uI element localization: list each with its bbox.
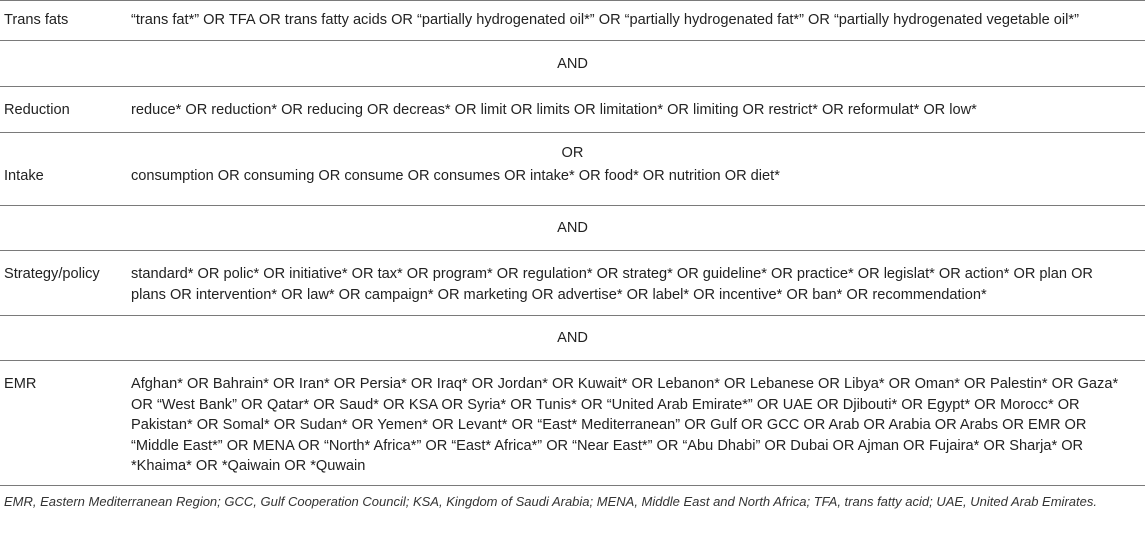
terms-line: Pakistan* OR Somal* OR Sudan* OR Yemen* OR Levant* OR “East* Mediterranean” OR Gulf OR GCC OR Arab OR Arabia OR Arabs OR EMR OR bbox=[131, 417, 1087, 433]
terms-line: “Middle East*” OR MENA OR “North* Africa*” OR “East* Africa*” OR “Near East*” OR “Abu Dhabi” OR Dubai OR Ajman OR Fujaira* OR Sharja* OR bbox=[131, 437, 1084, 454]
table-row-and bbox=[0, 41, 1145, 87]
table-row-reduction bbox=[0, 87, 1145, 133]
boolean-operator: AND bbox=[557, 330, 588, 346]
table-row-strategy-policy bbox=[0, 251, 1145, 316]
boolean-operator: OR bbox=[561, 145, 584, 161]
row-label: Intake bbox=[4, 168, 44, 184]
row-terms bbox=[131, 374, 1143, 477]
row-terms: reduce* OR reduction* OR reducing OR decreas* OR limit OR limits OR limitation* OR limiting OR restrict* OR reformulat* OR low* bbox=[131, 102, 977, 118]
terms-line: OR “West Bank” OR Qatar* OR Saud* OR KSA OR Syria* OR Tunis* OR “United Arab Emirate*” OR UAE OR Djibouti* OR Egypt* OR Morocc* OR bbox=[131, 396, 1080, 413]
terms-line: Afghan* OR Bahrain* OR Iran* OR Persia* OR Iraq* OR Jordan* OR Kuwait* OR Lebanon* OR Lebanese OR Libya* OR Oman* OR Palestin* OR Gaza* bbox=[131, 376, 1119, 392]
row-terms: “trans fat*” OR TFA OR trans fatty acids OR “partially hydrogenated oil*” OR “partially hydrogenated fat*” OR “partially hydrogenated vegetable oil*” bbox=[131, 12, 1079, 28]
row-terms: consumption OR consuming OR consume OR consumes OR intake* OR food* OR nutrition OR diet* bbox=[131, 168, 780, 184]
terms-line: plans OR intervention* OR law* OR campaign* OR marketing OR advertise* OR label* OR incentive* OR ban* OR recommendation* bbox=[131, 286, 987, 303]
terms-line: *Khaima* OR *Qaiwain OR *Quwain bbox=[131, 458, 366, 474]
terms-line: standard* OR polic* OR initiative* OR tax* OR program* OR regulation* OR strateg* OR guideline* OR practice* OR legislat* OR action* OR plan OR bbox=[131, 266, 1093, 282]
row-terms bbox=[131, 264, 1143, 305]
table-row-and bbox=[0, 316, 1145, 361]
boolean-operator: AND bbox=[557, 220, 588, 236]
row-label: Reduction bbox=[4, 102, 70, 118]
table-row-intake bbox=[0, 133, 1145, 206]
table-row-and bbox=[0, 206, 1145, 251]
table-row-trans-fats bbox=[0, 0, 1145, 41]
row-label: Trans fats bbox=[4, 12, 69, 28]
table-row-emr bbox=[0, 361, 1145, 486]
row-label: Strategy/policy bbox=[4, 266, 100, 282]
row-label: EMR bbox=[4, 376, 37, 392]
boolean-operator: AND bbox=[557, 56, 588, 72]
table-footnote: EMR, Eastern Mediterranean Region; GCC, Gulf Cooperation Council; KSA, Kingdom of Saudi Arabia; MENA, Middle East and North Africa; TFA, trans fatty acid; UAE, United Arab Emirates. bbox=[4, 494, 1097, 509]
